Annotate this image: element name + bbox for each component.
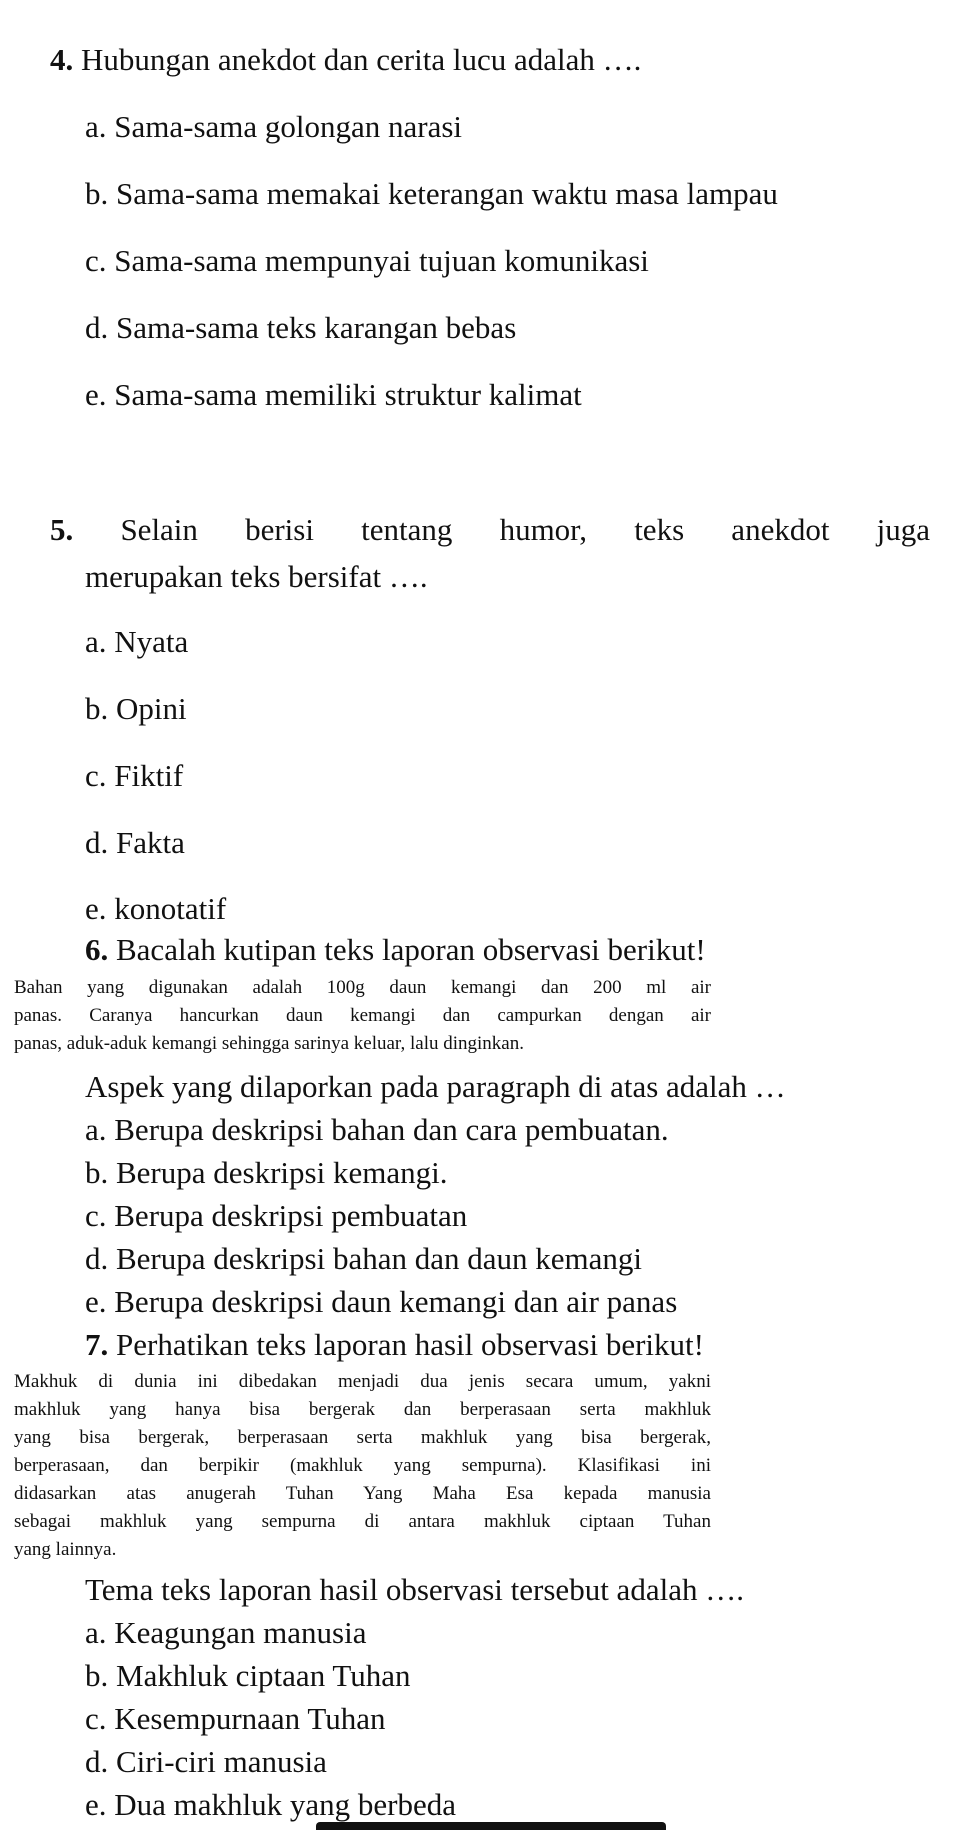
q6-option-e[interactable]: e. Berupa deskripsi daun kemangi dan air panas	[85, 1284, 678, 1319]
q7-option-a[interactable]: a. Keagungan manusia	[85, 1615, 367, 1650]
q6-option-d[interactable]: d. Berupa deskripsi bahan dan daun kemangi	[85, 1241, 642, 1276]
q4-number: 4.	[50, 42, 74, 77]
q7-passage-line: makhluk yang hanya bisa bergerak dan berperasaan serta makhluk	[14, 1399, 711, 1420]
q6-question-text: Bacalah kutipan teks laporan observasi berikut!	[116, 932, 706, 967]
q7-passage-line: yang bisa bergerak, berperasaan serta makhluk yang bisa bergerak,	[14, 1427, 711, 1448]
q7-passage-line: Makhuk di dunia ini dibedakan menjadi dua jenis secara umum, yakni	[14, 1371, 711, 1392]
q5-option-a[interactable]: a. Nyata	[85, 624, 189, 659]
q5-option-b[interactable]: b. Opini	[85, 691, 187, 726]
q6-option-c[interactable]: c. Berupa deskripsi pembuatan	[85, 1198, 468, 1233]
q7-option-d[interactable]: d. Ciri-ciri manusia	[85, 1744, 327, 1779]
q7-option-b[interactable]: b. Makhluk ciptaan Tuhan	[85, 1658, 411, 1693]
q5-question-line2: merupakan teks bersifat ….	[85, 559, 428, 594]
q4-question-text: Hubungan anekdot dan cerita lucu adalah ….	[81, 42, 642, 77]
q5-option-d[interactable]: d. Fakta	[85, 825, 185, 860]
q7-number: 7.	[85, 1327, 109, 1362]
q6-passage	[14, 974, 711, 1058]
q7-passage-line: sebagai makhluk yang sempurna di antara makhluk ciptaan Tuhan	[14, 1511, 711, 1532]
q4-option-c[interactable]: c. Sama-sama mempunyai tujuan komunikasi	[85, 243, 649, 278]
q6-passage-line: Bahan yang digunakan adalah 100g daun kemangi dan 200 ml air	[14, 977, 711, 998]
q6-number: 6.	[85, 932, 109, 967]
q5-question-line1-text: Selain berisi tentang humor, teks anekdot juga	[120, 512, 930, 547]
q7-prompt: Tema teks laporan hasil observasi tersebut adalah ….	[85, 1572, 744, 1607]
q6-prompt: Aspek yang dilaporkan pada paragraph di atas adalah …	[85, 1069, 786, 1104]
q4-option-b[interactable]: b. Sama-sama memakai keterangan waktu masa lampau	[85, 176, 778, 211]
q5-question-line1	[50, 514, 930, 545]
q4-option-e[interactable]: e. Sama-sama memiliki struktur kalimat	[85, 377, 582, 412]
q7-question-text: Perhatikan teks laporan hasil observasi berikut!	[116, 1327, 704, 1362]
q4-option-d[interactable]: d. Sama-sama teks karangan bebas	[85, 310, 517, 345]
q6-question	[85, 934, 706, 965]
q7-passage-line: didasarkan atas anugerah Tuhan Yang Maha Esa kepada manusia	[14, 1483, 711, 1504]
q4-option-a[interactable]: a. Sama-sama golongan narasi	[85, 109, 463, 144]
q6-option-a[interactable]: a. Berupa deskripsi bahan dan cara pembuatan.	[85, 1112, 669, 1147]
q6-passage-line: panas. Caranya hancurkan daun kemangi dan campurkan dengan air	[14, 1005, 711, 1026]
q7-option-c[interactable]: c. Kesempurnaan Tuhan	[85, 1701, 386, 1736]
q7-option-e[interactable]: e. Dua makhluk yang berbeda	[85, 1787, 457, 1822]
q7-passage	[14, 1368, 711, 1564]
q4-question	[50, 44, 641, 75]
q7-passage-line: yang lainnya.	[14, 1539, 117, 1560]
home-indicator-bar	[316, 1822, 666, 1830]
q5-option-c[interactable]: c. Fiktif	[85, 758, 184, 793]
q6-option-b[interactable]: b. Berupa deskripsi kemangi.	[85, 1155, 448, 1190]
q6-passage-line: panas, aduk-aduk kemangi sehingga sarinya keluar, lalu dinginkan.	[14, 1033, 524, 1054]
q7-question	[85, 1329, 704, 1360]
q7-passage-line: berperasaan, dan berpikir (makhluk yang sempurna). Klasifikasi ini	[14, 1455, 711, 1476]
q5-number: 5.	[50, 512, 74, 547]
q5-option-e[interactable]: e. konotatif	[85, 891, 227, 926]
